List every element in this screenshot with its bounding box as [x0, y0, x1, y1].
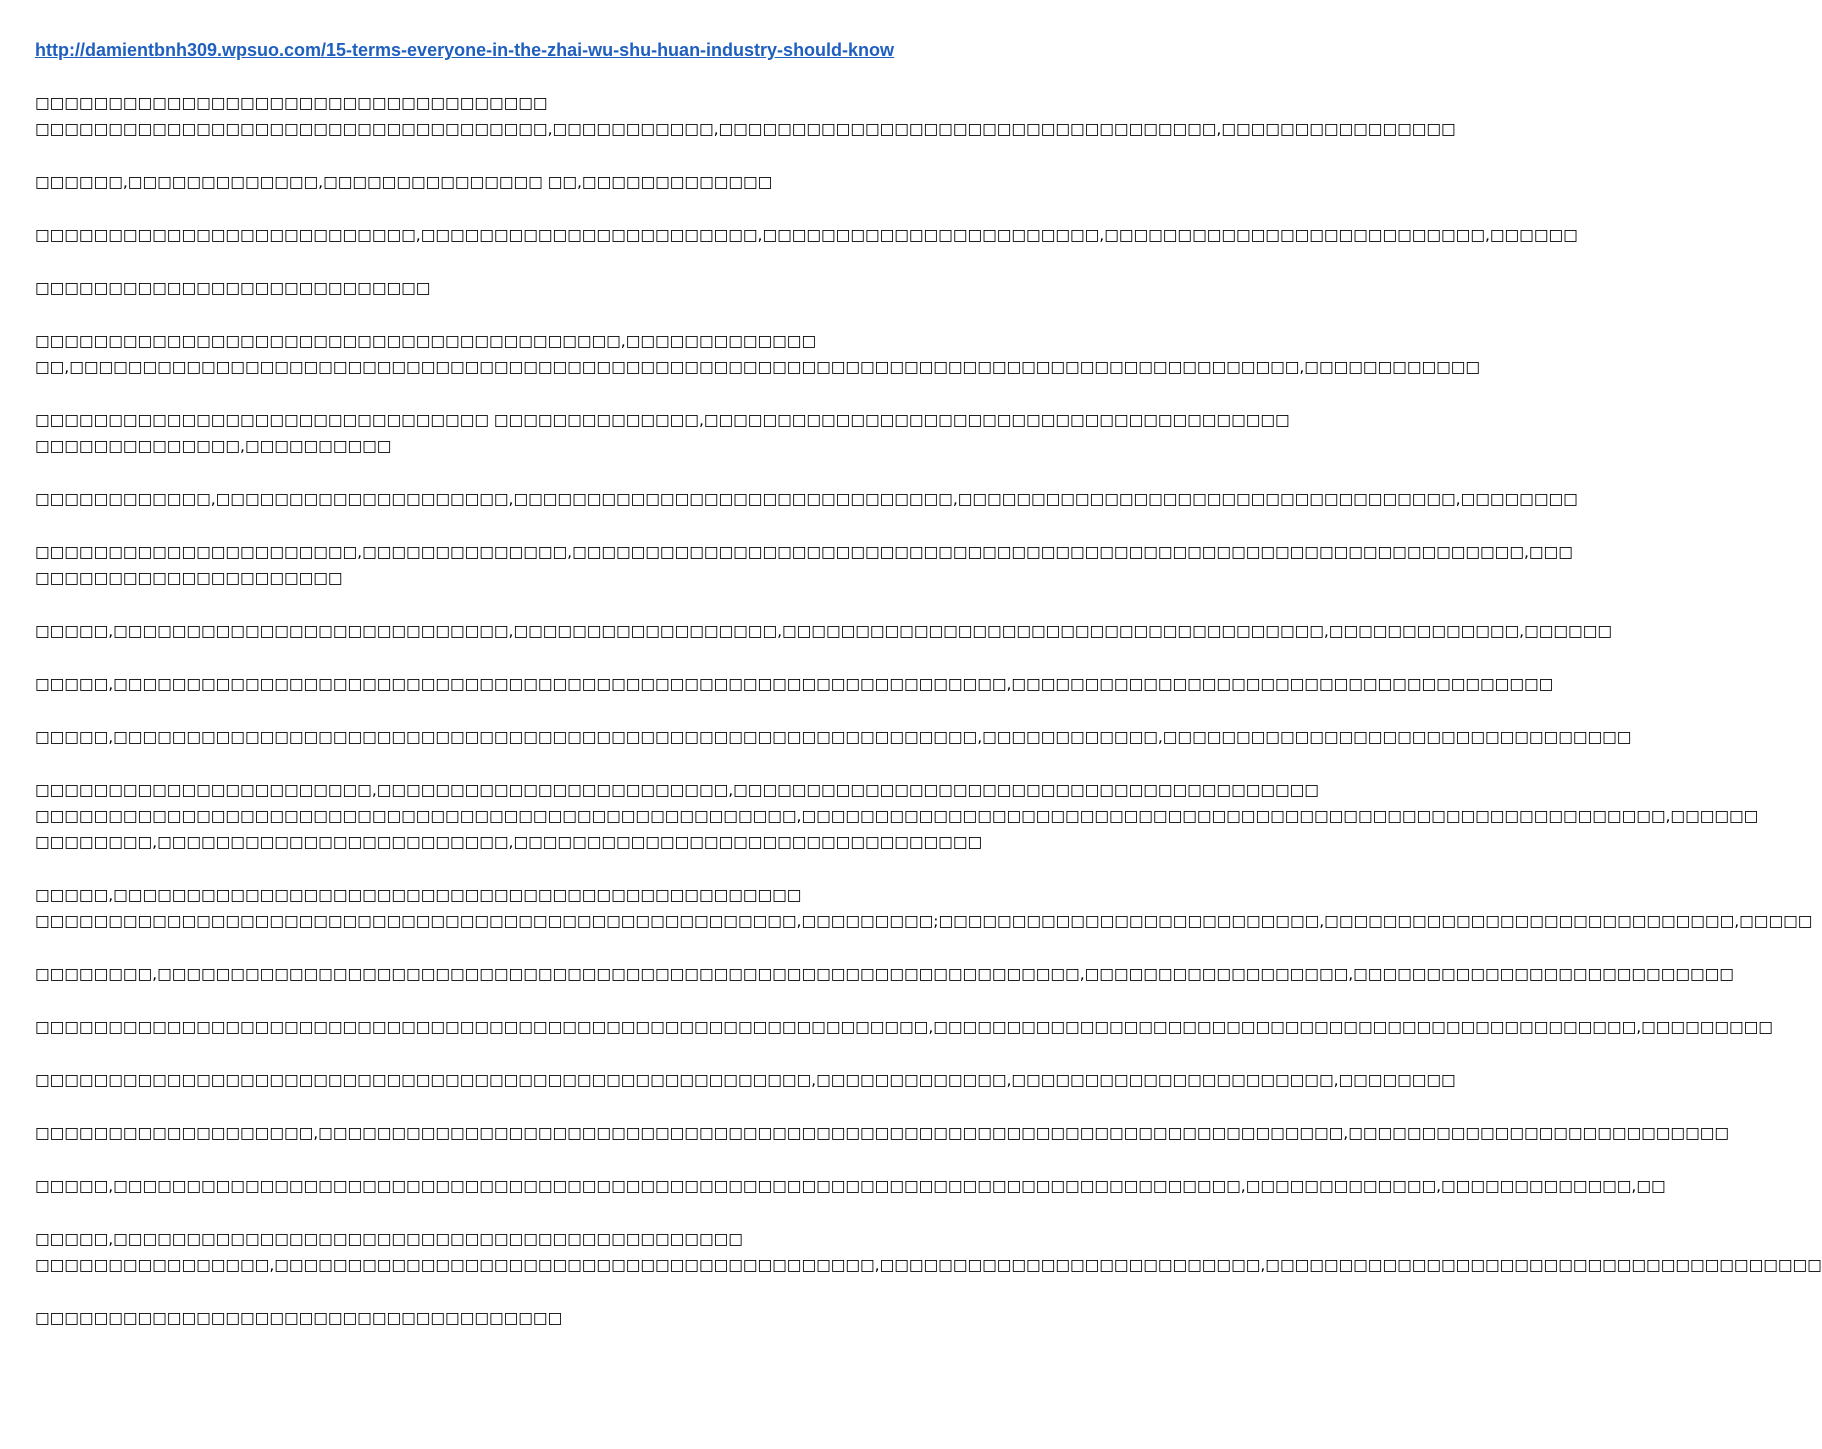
- text-line: □□□□□□□□□□□□□□□□□□□,□□□□□□□□□□□□□□□□□□□□□□□□□□□□□□□□□□□□□□□□□□□□□□□□□□□□□□□□□□□□□□□□□□□□□□,□□□□□□□□□□□□□□□□□□□□□□□□□□: [35, 1124, 1730, 1142]
- text-line: □□□□□□□□□□□□□□,□□□□□□□□□□: [35, 437, 392, 455]
- paragraph: [35, 1067, 1456, 1093]
- text-line: □□□□□,□□□□□□□□□□□□□□□□□□□□□□□□□□□□□□□□□□□□□□□□□□□□□□□□□□□□□□□□□□□,□□□□□□□□□□□□,□□□□□□□□□□□□□□□□□□□□□□□□□□□□□□□□: [35, 728, 1632, 746]
- paragraph: [35, 777, 1759, 855]
- paragraph: [35, 1226, 1822, 1278]
- text-line: □□,□□□□□□□□□□□□□□□□□□□□□□□□□□□□□□□□□□□□□□□□□□□□□□□□□□□□□□□□□□□□□□□□□□□□□□□□□□□□□□□□□□□□,□□□□□□□□□□□□: [35, 358, 1481, 376]
- text-line: □□□□□□□□□□□□□□□□□□□□□□□□□□□□□□□□□□□: [35, 94, 548, 112]
- paragraph: [35, 882, 1813, 934]
- text-line: □□□□□□□□□□□□□□□□□□□□□□□□□□□□□□□□□□□□□□□□□□□□□□□□□□□□,□□□□□□□□□;□□□□□□□□□□□□□□□□□□□□□□□□□□,□□□□□□□□□□□□□□□□□□□□□□□□□□□□,□□□□□: [35, 912, 1813, 930]
- text-line: □□□□□□□□□□□□□□□□□□□□□□,□□□□□□□□□□□□□□,□□□□□□□□□□□□□□□□□□□□□□□□□□□□□□□□□□□□□□□□□□□□□□□□□□□□□□□□□□□□□□□□□,□□□: [35, 543, 1573, 561]
- text-line: □□□□□□□□□□□□,□□□□□□□□□□□□□□□□□□□□,□□□□□□□□□□□□□□□□□□□□□□□□□□□□□□,□□□□□□□□□□□□□□□□□□□□□□□□□□□□□□□□□□,□□□□□□□□: [35, 490, 1578, 508]
- text-line: □□□□□,□□□□□□□□□□□□□□□□□□□□□□□□□□□□□□□□□□□□□□□□□□□: [35, 1230, 743, 1248]
- paragraph: [35, 275, 990, 301]
- text-line: □□□□□□□□□□□□□□□□□□□□□□□□□□□□□□□□□□□□□□□□□□□□□□□□□□□□□□□□□□□□□,□□□□□□□□□□□□□□□□□□□□□□□□□□□□□□□□□□□□□□□□□□□□□□□□,□□□□□□□□□: [35, 1018, 1773, 1036]
- paragraph: [35, 90, 1456, 142]
- text-line: □□□□□,□□□□□□□□□□□□□□□□□□□□□□□□□□□,□□□□□□□□□□□□□□□□□□,□□□□□□□□□□□□□□□□□□□□□□□□□□□□□□□□□□□□□,□□□□□□□□□□□□□,□□□□□□: [35, 622, 1612, 640]
- paragraph: [35, 724, 1632, 750]
- paragraph: [35, 961, 1734, 987]
- paragraph: [35, 1120, 1730, 1146]
- paragraph: [35, 407, 1290, 459]
- paragraph: [35, 1014, 1773, 1040]
- paragraph: [35, 1305, 990, 1331]
- paragraph: [35, 618, 1612, 644]
- source-link[interactable]: http://damientbnh309.wpsuo.com/15-terms-everyone-in-the-zhai-wu-shu-huan-industry-should-know: [35, 40, 895, 60]
- text-line: □□□□□,□□□□□□□□□□□□□□□□□□□□□□□□□□□□□□□□□□□□□□□□□□□□□□□: [35, 886, 802, 904]
- paragraph: [35, 222, 1578, 248]
- text-line: □□□□□□□□□□□□□□□□□□□□□□□□□□□□□□□ □□□□□□□□□□□□□□,□□□□□□□□□□□□□□□□□□□□□□□□□□□□□□□□□□□□□□□□: [35, 411, 1290, 429]
- text-line: □□□□□□□□□□□□□□□□□□□□□□□□□□□□□□□□□□□□□□□□□□□□□□□□□□□□□,□□□□□□□□□□□□□,□□□□□□□□□□□□□□□□□□□□□□,□□□□□□□□: [35, 1071, 1456, 1089]
- text-line: □□□□□□□□□□□□□□□□□□□□□□□□□□□□□□□□□□□□□□□□□□□□□□□□□□□□,□□□□□□□□□□□□□□□□□□□□□□□□□□□□□□□□□□□□□□□□□□□□□□□□□□□□□□□□□□□,□□□□□□: [35, 807, 1759, 825]
- text-line: □□□□□□□□□□□□□□□□□□□□□□□□□□,□□□□□□□□□□□□□□□□□□□□□□□,□□□□□□□□□□□□□□□□□□□□□□□,□□□□□□□□□□□□□□□□□□□□□□□□□□,□□□□□□: [35, 226, 1578, 244]
- document-body: [35, 90, 1822, 1331]
- paragraph: [35, 328, 1481, 380]
- text-line: □□□□□,□□□□□□□□□□□□□□□□□□□□□□□□□□□□□□□□□□□□□□□□□□□□□□□□□□□□□□□□□□□□□□□□□□□□□□□□□□□□□,□□□□□□□□□□□□□,□□□□□□□□□□□□□,□□: [35, 1177, 1666, 1195]
- paragraph: [35, 169, 990, 195]
- text-line: □□□□□□□□□□□□□□□□□□□□□□□□□□□: [35, 279, 431, 297]
- text-line: □□□□□□□□□□□□□□□□,□□□□□□□□□□□□□□□□□□□□□□□□□□□□□□□□□□□□□□□□□,□□□□□□□□□□□□□□□□□□□□□□□□□□,□□□□□□□□□□□□□□□□□□□□□□□□□□□□□□□□□□□□□□: [35, 1256, 1822, 1274]
- text-line: □□□□□□,□□□□□□□□□□□□□,□□□□□□□□□□□□□□□ □□,□□□□□□□□□□□□□: [35, 173, 773, 191]
- paragraph: [35, 671, 1554, 697]
- text-line: □□□□□□□□□□□□□□□□□□□□□□□□□□□□□□□□□□□,□□□□□□□□□□□,□□□□□□□□□□□□□□□□□□□□□□□□□□□□□□□□□□,□□□□□□□□□□□□□□□□: [35, 120, 1456, 138]
- text-line: □□□□□□□□□□□□□□□□□□□□□□□□□□□□□□□□□□□□□□□□,□□□□□□□□□□□□□: [35, 332, 817, 350]
- text-line: □□□□□,□□□□□□□□□□□□□□□□□□□□□□□□□□□□□□□□□□□□□□□□□□□□□□□□□□□□□□□□□□□□□,□□□□□□□□□□□□□□□□□□□□□□□□□□□□□□□□□□□□□: [35, 675, 1554, 693]
- paragraph: [35, 486, 1578, 512]
- document-page: [35, 38, 1822, 1358]
- paragraph: [35, 539, 1573, 591]
- text-line: □□□□□□□□,□□□□□□□□□□□□□□□□□□□□□□□□□□□□□□□□□□□□□□□□□□□□□□□□□□□□□□□□□□□□□□□,□□□□□□□□□□□□□□□□□□,□□□□□□□□□□□□□□□□□□□□□□□□□□: [35, 965, 1734, 983]
- text-line: □□□□□□□□□□□□□□□□□□□□□□□,□□□□□□□□□□□□□□□□□□□□□□□□,□□□□□□□□□□□□□□□□□□□□□□□□□□□□□□□□□□□□□□□□: [35, 781, 1319, 799]
- text-line: □□□□□□□□□□□□□□□□□□□□□: [35, 569, 343, 587]
- paragraph: [35, 1173, 1666, 1199]
- text-line: □□□□□□□□□□□□□□□□□□□□□□□□□□□□□□□□□□□□: [35, 1309, 563, 1327]
- text-line: □□□□□□□□,□□□□□□□□□□□□□□□□□□□□□□□□,□□□□□□□□□□□□□□□□□□□□□□□□□□□□□□□□: [35, 833, 983, 851]
